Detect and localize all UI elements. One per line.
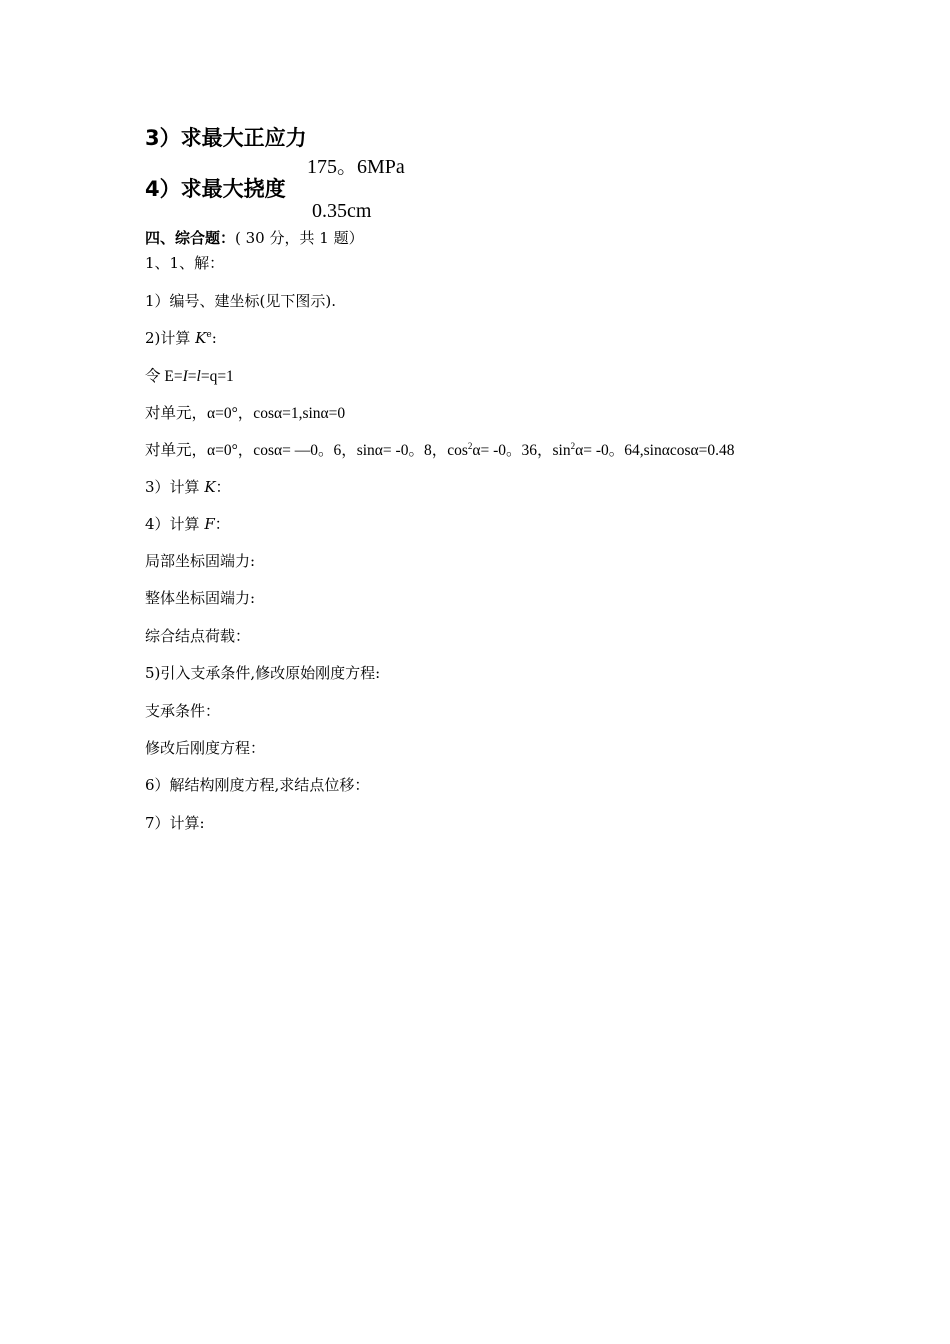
step4-suffix: ： xyxy=(214,515,230,533)
let-suffix: =q=1 xyxy=(200,368,234,385)
section4-note: ( 30 分，共 1 题） xyxy=(235,229,364,247)
let-l: l xyxy=(196,368,201,385)
step3-prefix: 3）计算 xyxy=(145,478,205,496)
elem2-sup2: 2 xyxy=(570,441,576,451)
section4-title: 四、综合题： xyxy=(145,229,236,247)
global-fixed-end-force: 整体坐标固端力: xyxy=(145,589,256,607)
let-statement xyxy=(145,364,234,386)
solution-step2 xyxy=(145,327,217,348)
step2-var: K xyxy=(195,329,207,347)
let-prefix: 令 E= xyxy=(145,368,183,385)
solution-step7: 7）计算: xyxy=(145,814,205,832)
solution-step1: 1）编号、建坐标(见下图示). xyxy=(145,292,337,310)
local-fixed-end-force: 局部坐标固端力: xyxy=(145,552,256,570)
element2-line xyxy=(145,438,735,460)
step2-prefix: 2)计算 xyxy=(145,329,196,347)
step4-var: F xyxy=(204,515,215,533)
let-I: I xyxy=(182,368,188,385)
solution-step5: 5)引入支承条件,修改原始刚度方程: xyxy=(145,664,381,682)
q3-heading: 3）求最大正应力 xyxy=(145,126,307,150)
elem2-part-a: 对单元，α=0°，cosα= —0。6，sinα= -0。8，cos xyxy=(145,442,468,459)
element1-line: 对单元，α=0°，cosα=1,sinα=0 xyxy=(145,405,346,422)
solution-step6: 6）解结构刚度方程,求结点位移： xyxy=(145,776,370,794)
elem2-part-b: α= -0。36，sin xyxy=(472,442,571,459)
solution-step4 xyxy=(145,513,230,534)
elem2-sup1: 2 xyxy=(467,441,473,451)
step2-sup: e xyxy=(206,330,212,340)
q4-answer: 0.35cm xyxy=(312,200,372,222)
support-conditions: 支承条件： xyxy=(145,702,221,720)
step4-prefix: 4）计算 xyxy=(145,515,205,533)
modified-stiffness-equation: 修改后刚度方程： xyxy=(145,739,266,757)
solution-step3 xyxy=(145,476,231,497)
step3-suffix: ： xyxy=(215,478,231,496)
q3-answer: 175。6MPa xyxy=(307,156,405,178)
solution-intro: 1、1、解： xyxy=(145,254,225,272)
q4-heading: 4）求最大挠度 xyxy=(145,177,286,201)
step3-var: K xyxy=(204,478,216,496)
combined-node-load: 综合结点荷载： xyxy=(145,627,251,645)
section4-header xyxy=(145,227,364,248)
elem2-part-c: α= -0。64,sinαcosα=0.48 xyxy=(575,442,735,459)
step2-suffix: : xyxy=(211,329,217,347)
let-eq: = xyxy=(187,368,197,385)
